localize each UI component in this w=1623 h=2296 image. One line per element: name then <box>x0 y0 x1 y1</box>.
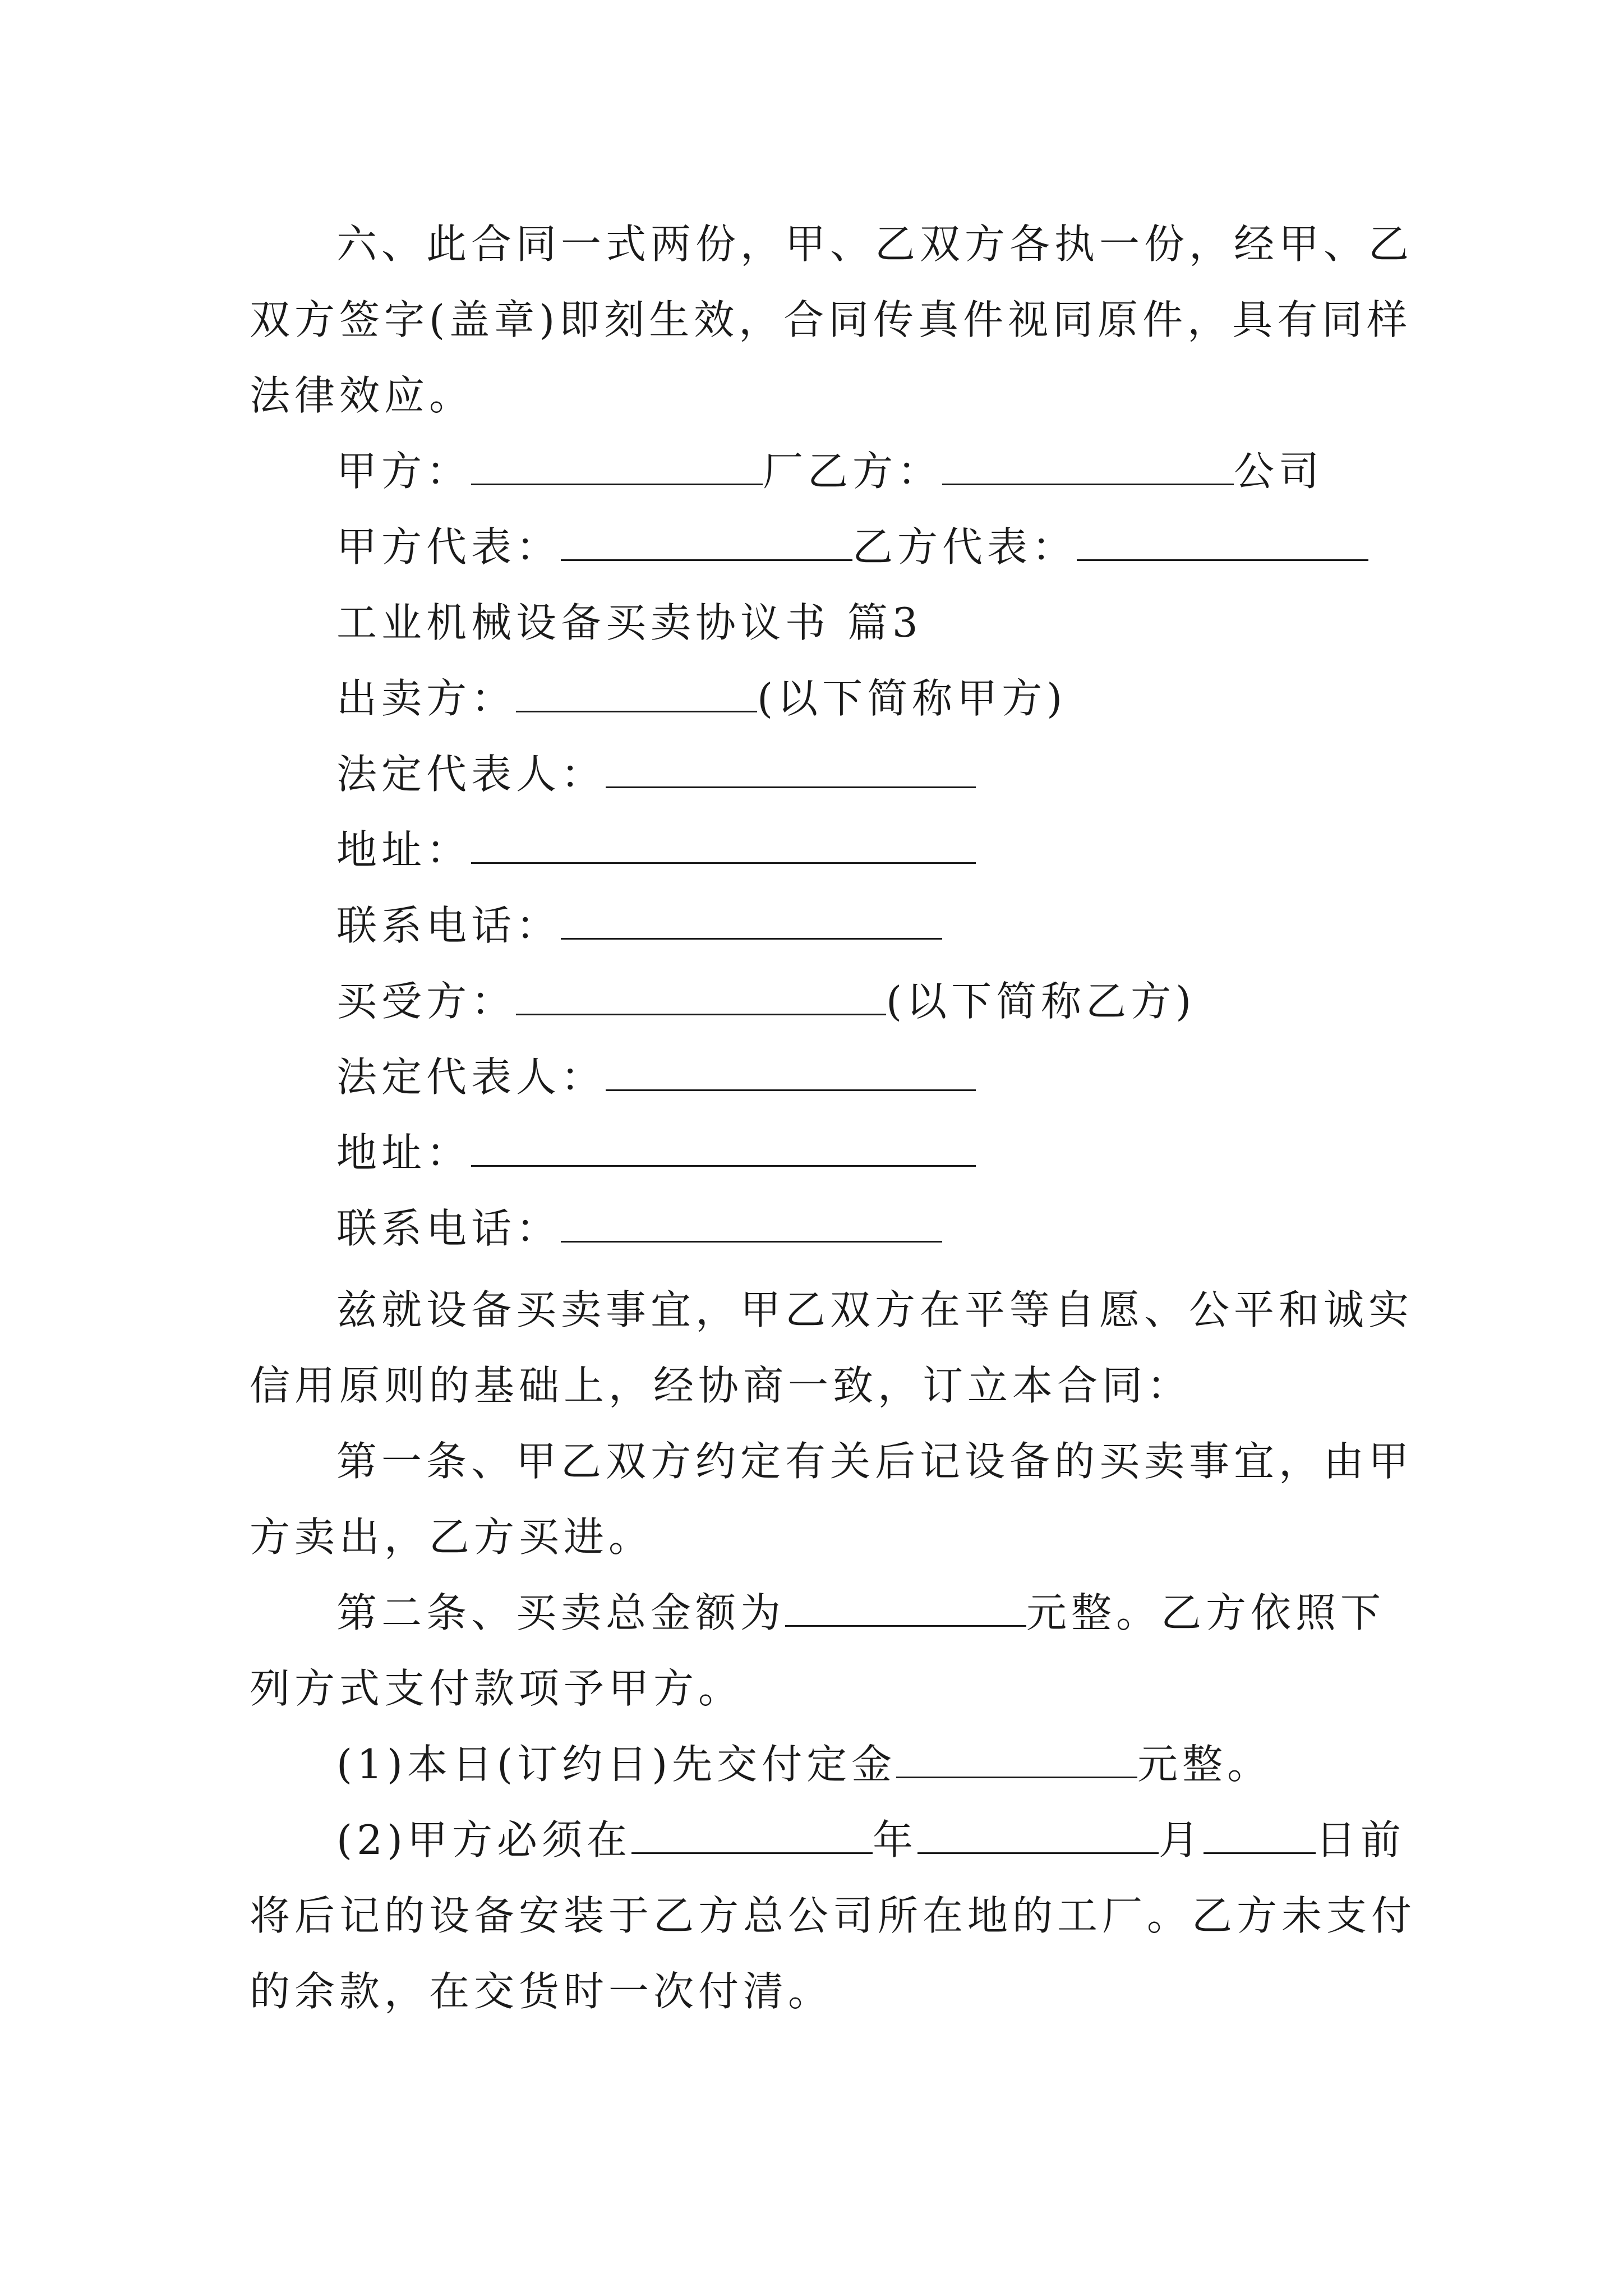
article2-line-2: 列方式支付款项予甲方。 <box>250 1665 744 1712</box>
buyer-phone-label: 联系电话： <box>336 1205 561 1252</box>
article2-total-suffix: 元整。乙方依照下 <box>1026 1589 1386 1636</box>
intro-line-1: 兹就设备买卖事宜，甲乙双方在平等自愿、公平和诚实 <box>336 1286 1414 1333</box>
buyer-address-label: 地址： <box>336 1129 472 1176</box>
signature-line-parties <box>336 443 1486 499</box>
item2-line-1 <box>336 1812 1486 1868</box>
buyer-legal-rep-blank <box>606 1050 976 1091</box>
buyer-phone-blank <box>561 1202 942 1243</box>
factory-party-b-label: 厂乙方： <box>763 448 943 495</box>
item2-line-2: 将后记的设备安装于乙方总公司所在地的工厂。乙方未支付 <box>250 1892 1417 1939</box>
company-label: 公司 <box>1234 448 1324 495</box>
buyer-address-line <box>336 1125 1486 1181</box>
article2-total-label: 第二条、买卖总金额为 <box>336 1589 786 1636</box>
day-label: 日前 <box>1316 1816 1406 1864</box>
rep-b-label: 乙方代表： <box>852 523 1077 570</box>
seller-label: 出卖方： <box>336 675 517 722</box>
day-blank <box>1204 1813 1316 1854</box>
seller-address-label: 地址： <box>336 826 472 873</box>
item2-line-3: 的余款，在交货时一次付清。 <box>250 1968 833 2015</box>
intro-line-2: 信用原则的基础上，经协商一致，订立本合同： <box>250 1362 1192 1409</box>
para6-line-2: 双方签字(盖章)即刻生效，合同传真件视同原件，具有同样 <box>250 296 1412 343</box>
buyer-legal-rep-label: 法定代表人： <box>336 1053 606 1101</box>
seller-address-blank <box>471 823 976 864</box>
item1-suffix: 元整。 <box>1137 1741 1272 1788</box>
buyer-address-blank <box>471 1126 976 1167</box>
seller-line <box>336 670 1486 726</box>
buyer-line <box>336 973 1486 1029</box>
seller-phone-label: 联系电话： <box>336 902 561 949</box>
buyer-blank <box>516 974 886 1015</box>
article1-line-1: 第一条、甲乙双方约定有关后记设备的买卖事宜，由甲 <box>336 1438 1414 1485</box>
seller-phone-line <box>336 898 1486 954</box>
year-label: 年 <box>873 1816 918 1864</box>
article2-line-1 <box>336 1585 1486 1641</box>
rep-b-blank <box>1077 520 1368 561</box>
buyer-phone-line <box>336 1200 1486 1257</box>
seller-phone-blank <box>561 899 942 940</box>
seller-note: (以下简称甲方) <box>757 675 1067 722</box>
seller-legal-rep-blank <box>606 747 976 788</box>
seller-blank <box>516 671 757 712</box>
deposit-blank <box>896 1737 1137 1778</box>
rep-a-blank <box>561 520 852 561</box>
rep-a-label: 甲方代表： <box>336 523 561 570</box>
para6-line-1: 六、此合同一式两份，甲、乙双方各执一份，经甲、乙 <box>336 220 1414 268</box>
party-a-blank <box>471 444 763 485</box>
item1-label: (1)本日(订约日)先交付定金 <box>336 1741 897 1788</box>
signature-line-representatives <box>336 519 1486 575</box>
party-a-label: 甲方： <box>336 448 472 495</box>
buyer-legal-rep-line <box>336 1049 1486 1105</box>
seller-address-line <box>336 822 1486 878</box>
party-b-blank <box>942 444 1234 485</box>
seller-legal-rep-label: 法定代表人： <box>336 751 606 798</box>
year-blank <box>631 1813 873 1854</box>
total-amount-blank <box>785 1586 1026 1627</box>
buyer-label: 买受方： <box>336 978 517 1025</box>
item2-label: (2)甲方必须在 <box>336 1816 631 1864</box>
buyer-note: (以下简称乙方) <box>886 978 1196 1025</box>
section-title: 工业机械设备买卖协议书 篇3 <box>336 599 923 646</box>
para6-line-3: 法律效应。 <box>250 372 474 419</box>
month-label: 月 <box>1159 1816 1204 1864</box>
month-blank <box>917 1813 1159 1854</box>
article1-line-2: 方卖出，乙方买进。 <box>250 1513 654 1561</box>
item1-line <box>336 1736 1486 1792</box>
seller-legal-rep-line <box>336 746 1486 802</box>
